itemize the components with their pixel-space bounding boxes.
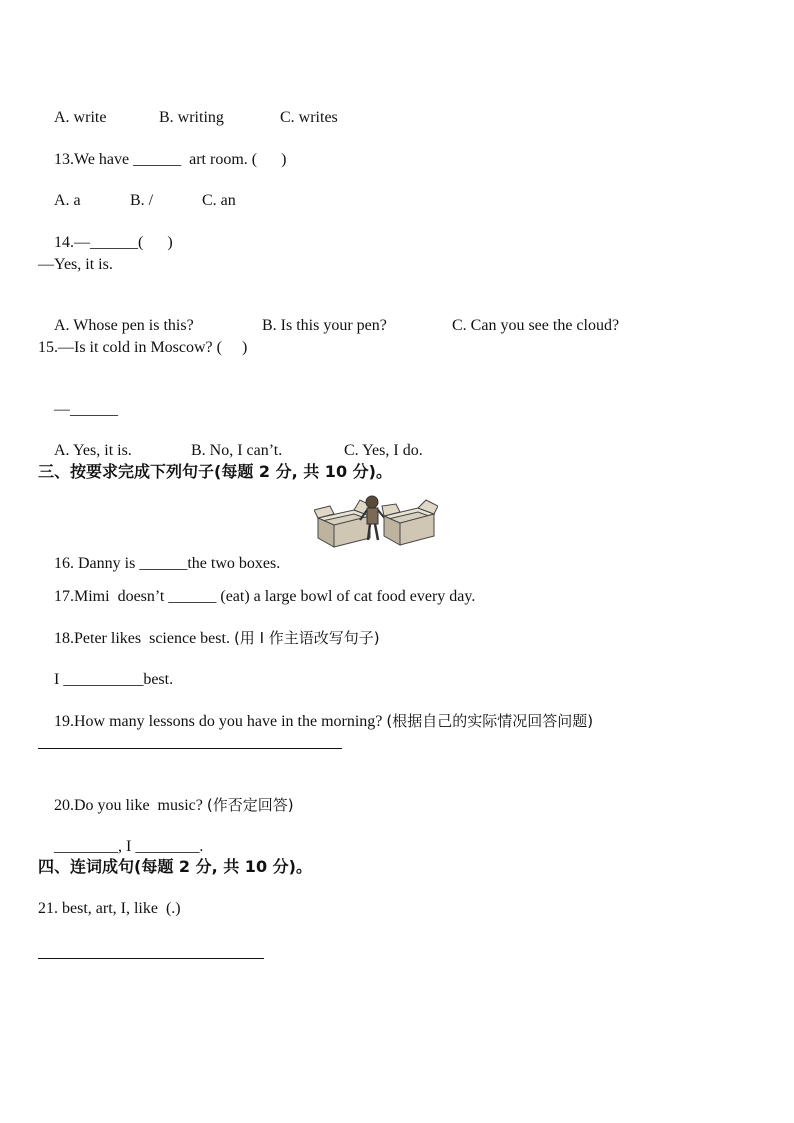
q21-question: 21. best, art, I, like (.) [38, 900, 181, 917]
q19-instruction: (根据自己的实际情况回答问题) [386, 712, 594, 730]
q17-blank[interactable]: ______ [168, 588, 217, 605]
q20-instruction: (作否定回答) [206, 796, 294, 814]
q21-answer-line[interactable] [38, 958, 264, 959]
q15-question: 15.—Is it cold in Moscow? ( ) [38, 339, 248, 356]
q14-paren: ( ) [138, 234, 173, 251]
q20-text: 20.Do you like music? [54, 797, 207, 814]
q13-option-c: C. an [202, 192, 236, 209]
q16-text-end: the two boxes. [187, 555, 281, 572]
q20-answer-period: . [199, 838, 204, 855]
q20-blank-1[interactable]: ________ [54, 838, 118, 855]
q14-option-b: B. Is this your pen? [262, 317, 387, 334]
q15-dash: — [54, 401, 70, 418]
q14-text: 14.— [54, 234, 90, 251]
q14-option-c: C. Can you see the cloud? [452, 317, 620, 334]
q18-answer-prefix: I [54, 671, 64, 688]
q15-blank[interactable]: ______ [70, 401, 118, 418]
q14-option-a: A. Whose pen is this? [54, 317, 194, 334]
q18-instruction: (用 I 作主语改写句子) [233, 629, 380, 647]
boxes-with-boy-illustration [314, 492, 438, 548]
q14-reply: —Yes, it is. [38, 256, 113, 273]
q12-option-b: B. writing [159, 109, 224, 126]
q15-option-b: B. No, I can’t. [191, 442, 283, 459]
q17-text: 17.Mimi doesn’t [54, 588, 169, 605]
q18-blank[interactable]: __________ [63, 671, 144, 688]
section-3-heading: 三、按要求完成下列句子(每题 2 分, 共 10 分)。 [38, 462, 392, 481]
q12-option-a: A. write [54, 109, 107, 126]
q17-text-end: (eat) a large bowl of cat food every day. [216, 588, 476, 605]
q19-question [38, 691, 593, 752]
q13-paren: art room. ( ) [181, 151, 287, 168]
q12-option-c: C. writes [280, 109, 338, 126]
q18-answer-suffix: best. [143, 671, 174, 688]
q13-option-b: B. / [130, 192, 154, 209]
q13-option-a: A. a [54, 192, 81, 209]
q13-text: 13.We have [54, 151, 134, 168]
q13-blank[interactable]: ______ [133, 151, 182, 168]
section-4-heading: 四、连词成句(每题 2 分, 共 10 分)。 [38, 857, 312, 876]
q16-blank[interactable]: ______ [139, 555, 188, 572]
q19-answer-line[interactable] [38, 748, 342, 749]
q19-text: 19.How many lessons do you have in the morning? [54, 713, 387, 730]
q14-blank[interactable]: ______ [90, 234, 138, 251]
q20-answer-middle: , I [118, 838, 136, 855]
q15-option-c: C. Yes, I do. [344, 442, 423, 459]
q18-text: 18.Peter likes science best. [54, 630, 234, 647]
q16-text: 16. Danny is [54, 555, 140, 572]
q15-option-a: A. Yes, it is. [54, 442, 132, 459]
q20-blank-2[interactable]: ________ [135, 838, 200, 855]
